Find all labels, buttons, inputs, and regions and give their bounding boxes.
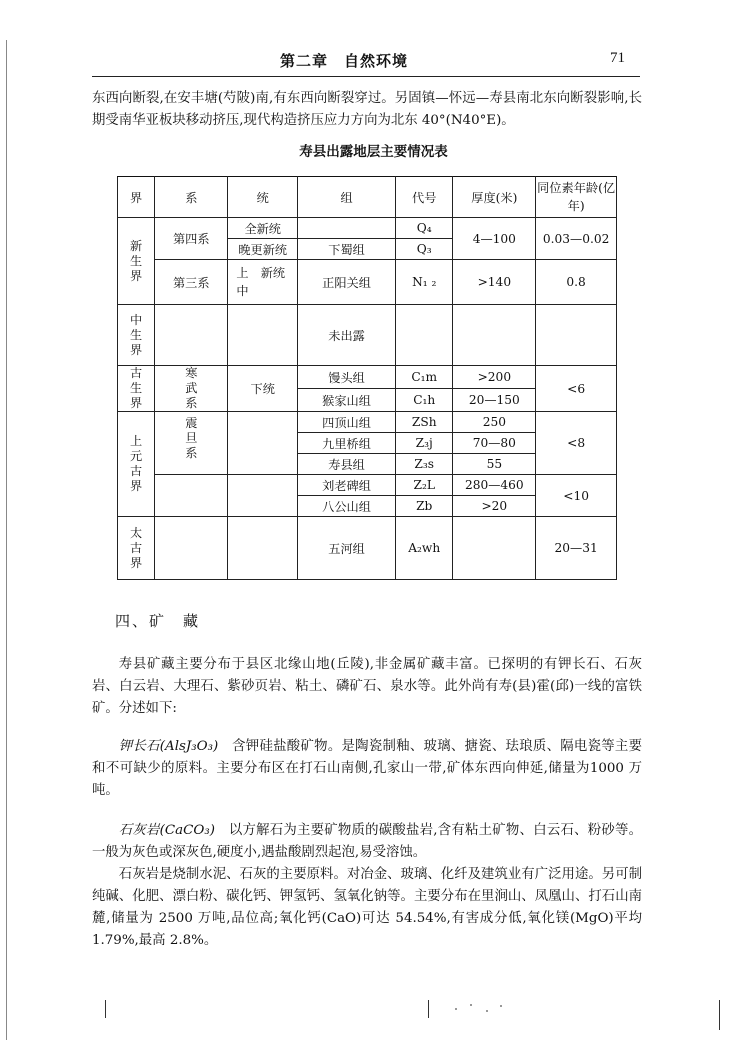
cell-jie-taigu: 太 古 界 (118, 517, 155, 580)
cell-thickness-disi: 4—100 (453, 218, 536, 260)
section-title: 四、矿 藏 (115, 612, 201, 630)
paragraph-limestone (92, 820, 642, 864)
cell-zu-xiashu: 下蜀组 (298, 239, 396, 260)
cell-code-z3j: Z₃j (396, 433, 453, 454)
cell-code-a2wh: A₂wh (396, 517, 453, 580)
page-number: 71 (610, 50, 625, 66)
cell-age-shangyuangu-2: <10 (536, 475, 617, 517)
header-jie: 界 (118, 177, 155, 218)
header-xi: 系 (155, 177, 228, 218)
cell-zu-zhengyangguan: 正阳关组 (298, 260, 396, 305)
table-row (118, 366, 617, 389)
table-row (118, 218, 617, 239)
cell-age-disi: 0.03—0.02 (536, 218, 617, 260)
term-potash-feldspar: 钾长石(AlsJ₃O₃) (118, 739, 219, 754)
cell-zu-wuhe: 五河组 (298, 517, 396, 580)
header-houdu: 厚度(米) (453, 177, 536, 218)
cell-age-taigu: 20—31 (536, 517, 617, 580)
table-row (118, 305, 617, 366)
table-row (118, 475, 617, 496)
header-tong: 统 (228, 177, 298, 218)
scan-speck (500, 1005, 502, 1007)
cell-zu-weichulu: 未出露 (298, 305, 396, 366)
cell-age-disan: 0.8 (536, 260, 617, 305)
cell-zu-shouxian: 寿县组 (298, 454, 396, 475)
page-edge-line (6, 40, 7, 1040)
cell-zu-jiuliqiao: 九里桥组 (298, 433, 396, 454)
cell-jie-gusheng: 古 生 界 (118, 366, 155, 412)
cell-thickness-liulaobei: 280—460 (453, 475, 536, 496)
cell-thickness-bagongshan: >20 (453, 496, 536, 517)
text-potash-feldspar: 含钾硅盐酸矿物。是陶瓷制釉、玻璃、搪瓷、珐琅质、隔电瓷等主要和不可缺少的原料。主要分布区在打石山南侧,孔家山一带,矿体东西向伸延,储量为1000 万吨。 (92, 739, 642, 798)
text-limestone: 以方解石为主要矿物质的碳酸盐岩,含有粘土矿物、白云石、粉砂等。一般为灰色或深灰色,硬度小,遇盐酸剧烈起泡,易受溶蚀。 (92, 823, 642, 860)
table-title: 寿县出露地层主要情况表 (299, 144, 448, 160)
cell-code-zsh: ZSh (396, 412, 453, 433)
header-zu: 组 (298, 177, 396, 218)
cell-code-n12: N₁ ₂ (396, 260, 453, 305)
cell-xi-disi: 第四系 (155, 218, 228, 260)
cell-thickness-jiuliqiao: 70—80 (453, 433, 536, 454)
cell-zu-sidingshan: 四顶山组 (298, 412, 396, 433)
cell-code-q4: Q₄ (396, 218, 453, 239)
cell-xi-disan: 第三系 (155, 260, 228, 305)
cell-code-q3: Q₃ (396, 239, 453, 260)
scan-speck (455, 1008, 457, 1010)
cell-tong-quanxin: 全新统 (228, 218, 298, 239)
cell-code-zb: Zb (396, 496, 453, 517)
running-header-chapter: 第二章 自然环境 (280, 52, 409, 70)
table-row (118, 260, 617, 305)
table-row (118, 517, 617, 580)
cell-zu-liulaobei: 刘老碑组 (298, 475, 396, 496)
cell-thickness-mantou: >200 (453, 366, 536, 389)
cell-tong-wangengxin: 晚更新统 (228, 239, 298, 260)
cell-tong-shangzhongxin: 上 新统 中 (228, 260, 298, 305)
cell-jie-zhongsheng: 中 生 界 (118, 305, 155, 366)
cell-thickness-houjiashan: 20—150 (453, 389, 536, 412)
paragraph-limestone-uses: 石灰岩是烧制水泥、石灰的主要原料。对冶金、玻璃、化纤及建筑业有广泛用途。另可制纯碱、化肥、漂白粉、碳化钙、钾氢钙、氢氧化钠等。主要分布在里涧山、凤凰山、打石山南麓,储量为 2500 万吨,品位高;氧化钙(CaO)可达 54.54%,有害成分低,氧化镁(MgO)平均 1.79%,最高 2.8%。 (92, 867, 642, 948)
table-header-row (118, 177, 617, 218)
paragraph-potash-feldspar (92, 736, 642, 802)
cell-jie-shangyuangu: 上 元 古 界 (118, 412, 155, 517)
cell-zu-houjiashan: 猴家山组 (298, 389, 396, 412)
table-row (118, 412, 617, 433)
cell-code-z3s: Z₃s (396, 454, 453, 475)
cell-age-gusheng: <6 (536, 366, 617, 412)
cell-zu-empty (298, 218, 396, 239)
scan-mark (105, 1000, 106, 1018)
scan-speck (470, 1004, 472, 1006)
cell-thickness-disan: >140 (453, 260, 536, 305)
scan-mark (719, 1000, 720, 1030)
cell-jie-xinsheng: 新 生 界 (118, 218, 155, 305)
scan-speck (486, 1010, 488, 1012)
strata-table (117, 176, 617, 580)
paragraph-minerals-intro: 寿县矿藏主要分布于县区北缘山地(丘陵),非金属矿藏丰富。已探明的有钾长石、石灰岩、白云岩、大理石、紫砂页岩、粘土、磷矿石、泉水等。此外尚有寿(县)霍(邱)一线的富铁矿。分述如下: (92, 657, 642, 716)
header-daihao: 代号 (396, 177, 453, 218)
cell-age-shangyuangu-1: <8 (536, 412, 617, 475)
term-limestone: 石灰岩(CaCO₃) (118, 823, 215, 838)
cell-zu-mantou: 馒头组 (298, 366, 396, 389)
cell-thickness-sidingshan: 250 (453, 412, 536, 433)
header-rule (92, 76, 640, 77)
cell-xi-hanwu: 寒 武 系 (155, 366, 228, 412)
intro-paragraph: 东西向断裂,在安丰塘(芍陂)南,有东西向断裂穿过。另固镇—怀远—寿县南北东向断裂影响,长期受南华亚板块移动挤压,现代构造挤压应力方向为北东 40°(N40°E)。 (92, 91, 642, 128)
cell-thickness-shouxian: 55 (453, 454, 536, 475)
cell-xi-zhendan: 震 旦 系 (155, 412, 228, 475)
cell-code-c1h: C₁h (396, 389, 453, 412)
cell-code-z2l: Z₂L (396, 475, 453, 496)
cell-zu-bagongshan: 八公山组 (298, 496, 396, 517)
cell-tong-xia: 下统 (228, 366, 298, 412)
scan-mark (428, 1000, 429, 1018)
header-age: 同位素年龄(亿年) (536, 177, 617, 218)
cell-code-c1m: C₁m (396, 366, 453, 389)
